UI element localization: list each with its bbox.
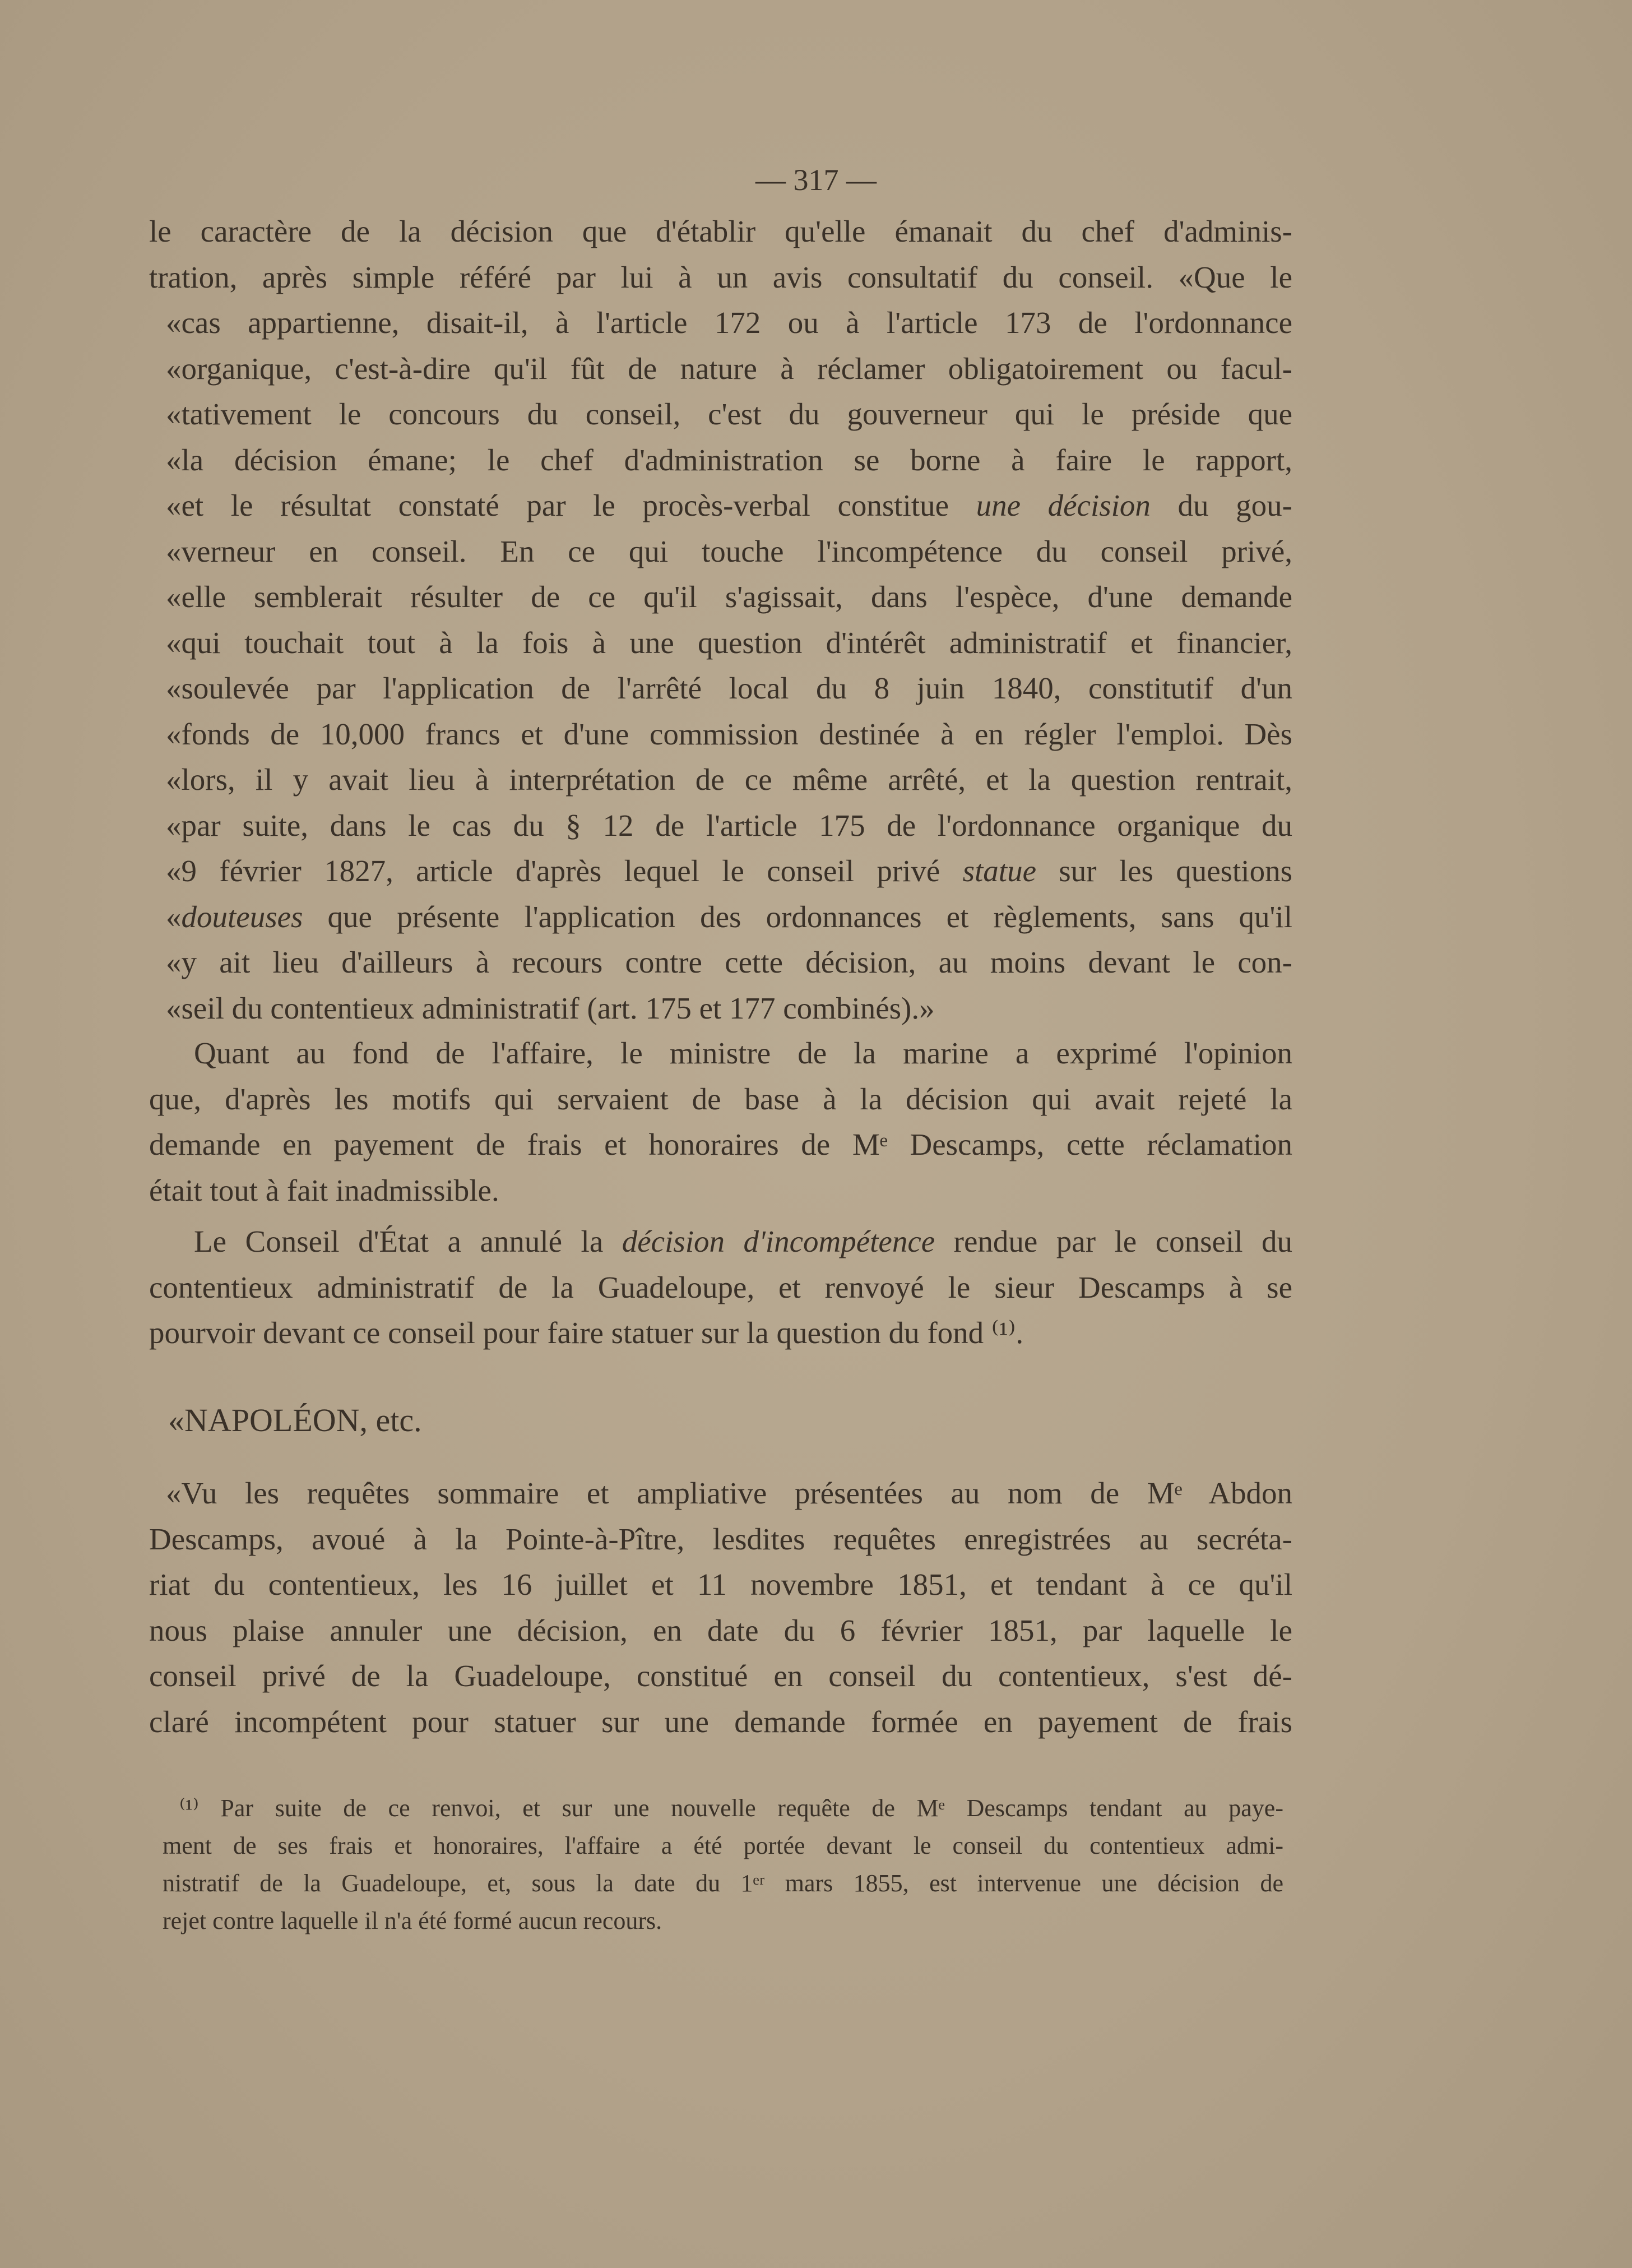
text-segment: «tativement le concours du conseil, c'est du gouverneur qui le préside que <box>166 397 1292 431</box>
text-segment: rendue par le conseil du <box>935 1224 1292 1258</box>
text-line <box>149 1653 1292 1699</box>
text-segment: Le Conseil d'État a annulé la <box>194 1224 622 1258</box>
text-segment: « <box>166 899 182 934</box>
italic-text: une décision <box>976 488 1151 522</box>
text-line <box>149 665 1292 711</box>
text-line <box>149 1310 1292 1356</box>
text-line <box>149 757 1292 803</box>
text-line <box>149 483 1292 529</box>
text-segment: «cas appartienne, disait-il, à l'article 172 ou à l'article 173 de l'ordonnance <box>166 306 1292 340</box>
text-segment: que présente l'application des ordonnances et règlements, sans qu'il <box>303 899 1292 934</box>
text-line <box>149 391 1292 437</box>
text-segment: «Vu les requêtes sommaire et ampliative présentées au nom de Mᵉ Abdon <box>166 1476 1292 1510</box>
text-segment: Quant au fond de l'affaire, le ministre de la marine a exprimé l'opinion <box>194 1036 1292 1070</box>
text-line <box>149 346 1292 392</box>
text-segment: nistratif de la Guadeloupe, et, sous la date du 1ᵉʳ mars 1855, est intervenue une décision de <box>163 1869 1283 1897</box>
text-segment: rejet contre laquelle il n'a été formé aucun recours. <box>163 1907 662 1934</box>
text-segment: contentieux administratif de la Guadeloupe, et renvoyé le sieur Descamps à se <box>149 1270 1292 1304</box>
text-segment: «lors, il y avait lieu à interprétation de ce même arrêté, et la question rentrait, <box>166 762 1292 797</box>
text-line <box>149 529 1292 575</box>
text-line <box>163 1789 1283 1827</box>
text-line <box>149 620 1292 666</box>
paragraph-conseil-decision <box>149 1219 1292 1356</box>
text-segment: «fonds de 10,000 francs et d'une commission destinée à en régler l'emploi. Dès <box>166 716 1292 751</box>
decree-heading: «NAPOLÉON, etc. <box>168 1402 422 1438</box>
text-line <box>149 254 1292 300</box>
italic-text: statue <box>962 854 1037 888</box>
text-line <box>149 1699 1292 1745</box>
text-line <box>149 803 1292 849</box>
text-segment: était tout à fait inadmissible. <box>149 1173 499 1207</box>
text-line <box>149 300 1292 346</box>
italic-text: douteuses <box>181 899 303 934</box>
text-line <box>149 939 1292 985</box>
text-segment: «et le résultat constaté par le procès-verbal constitue <box>166 488 976 522</box>
text-segment: tration, après simple référé par lui à un avis consultatif du conseil. «Que le <box>149 260 1292 294</box>
text-segment: ment de ses frais et honoraires, l'affaire a été portée devant le conseil du contentieux admi- <box>163 1832 1283 1859</box>
text-segment: «elle semblerait résulter de ce qu'il s'agissait, dans l'espèce, d'une demande <box>166 580 1292 614</box>
italic-text: décision d'incompétence <box>622 1224 935 1258</box>
paragraph-ministerial-opinion-quote <box>149 209 1292 1031</box>
text-line <box>149 848 1292 894</box>
footnote <box>163 1789 1283 1940</box>
text-segment: «qui touchait tout à la fois à une question d'intérêt administratif et financier, <box>166 625 1292 660</box>
text-line <box>149 1265 1292 1311</box>
text-segment: demande en payement de frais et honoraires de Mᵉ Descamps, cette réclamation <box>149 1127 1292 1161</box>
text-line <box>149 1470 1292 1516</box>
text-line <box>149 1030 1292 1076</box>
text-segment: conseil privé de la Guadeloupe, constitué en conseil du contentieux, s'est dé- <box>149 1659 1292 1693</box>
text-segment: «y ait lieu d'ailleurs à recours contre cette décision, au moins devant le con- <box>166 945 1292 979</box>
text-segment: «soulevée par l'application de l'arrêté local du 8 juin 1840, constitutif d'un <box>166 671 1292 705</box>
text-line <box>163 1827 1283 1864</box>
text-segment: le caractère de la décision que d'établir qu'elle émanait du chef d'adminis- <box>149 214 1292 248</box>
text-line <box>149 437 1292 483</box>
text-line <box>149 1516 1292 1562</box>
text-segment: «verneur en conseil. En ce qui touche l'incompétence du conseil privé, <box>166 534 1292 568</box>
text-segment: du gou- <box>1150 488 1292 522</box>
text-segment: claré incompétent pour statuer sur une demande formée en payement de frais <box>149 1704 1292 1739</box>
text-segment: «9 février 1827, article d'après lequel le conseil privé <box>166 854 963 888</box>
text-line <box>163 1864 1283 1902</box>
text-line <box>149 1608 1292 1654</box>
text-segment: «par suite, dans le cas du § 12 de l'article 175 de l'ordonnance organique du <box>166 808 1292 843</box>
text-segment: riat du contentieux, les 16 juillet et 11 novembre 1851, et tendant à ce qu'il <box>149 1567 1292 1602</box>
paragraph-merits <box>149 1030 1292 1213</box>
text-segment: Descamps, avoué à la Pointe-à-Pître, lesdites requêtes enregistrées au secréta- <box>149 1521 1292 1556</box>
page-number: — 317 — <box>755 163 877 197</box>
text-segment: sur les questions <box>1036 854 1292 888</box>
text-line <box>149 1219 1292 1265</box>
text-segment: «seil du contentieux administratif (art. 175 et 177 combinés).» <box>166 990 935 1025</box>
text-segment: nous plaise annuler une décision, en date du 6 février 1851, par laquelle le <box>149 1613 1292 1647</box>
text-line <box>149 1122 1292 1168</box>
text-line <box>149 894 1292 940</box>
text-line <box>163 1902 1283 1940</box>
text-line <box>149 574 1292 620</box>
text-segment: ⁽¹⁾ Par suite de ce renvoi, et sur une nouvelle requête de Mᵉ Descamps tendant au paye- <box>179 1794 1283 1822</box>
text-line <box>149 1562 1292 1608</box>
text-line <box>149 1076 1292 1122</box>
text-line <box>149 985 1292 1031</box>
text-segment: «organique, c'est-à-dire qu'il fût de nature à réclamer obligatoirement ou facul- <box>166 351 1292 386</box>
text-segment: pourvoir devant ce conseil pour faire statuer sur la question du fond ⁽¹⁾. <box>149 1316 1024 1350</box>
text-segment: que, d'après les motifs qui servaient de base à la décision qui avait rejeté la <box>149 1081 1292 1116</box>
text-line <box>149 711 1292 757</box>
text-line <box>149 209 1292 254</box>
text-line <box>149 1168 1292 1214</box>
paragraph-vu-requetes <box>149 1470 1292 1744</box>
text-segment: «la décision émane; le chef d'administration se borne à faire le rapport, <box>166 442 1292 477</box>
